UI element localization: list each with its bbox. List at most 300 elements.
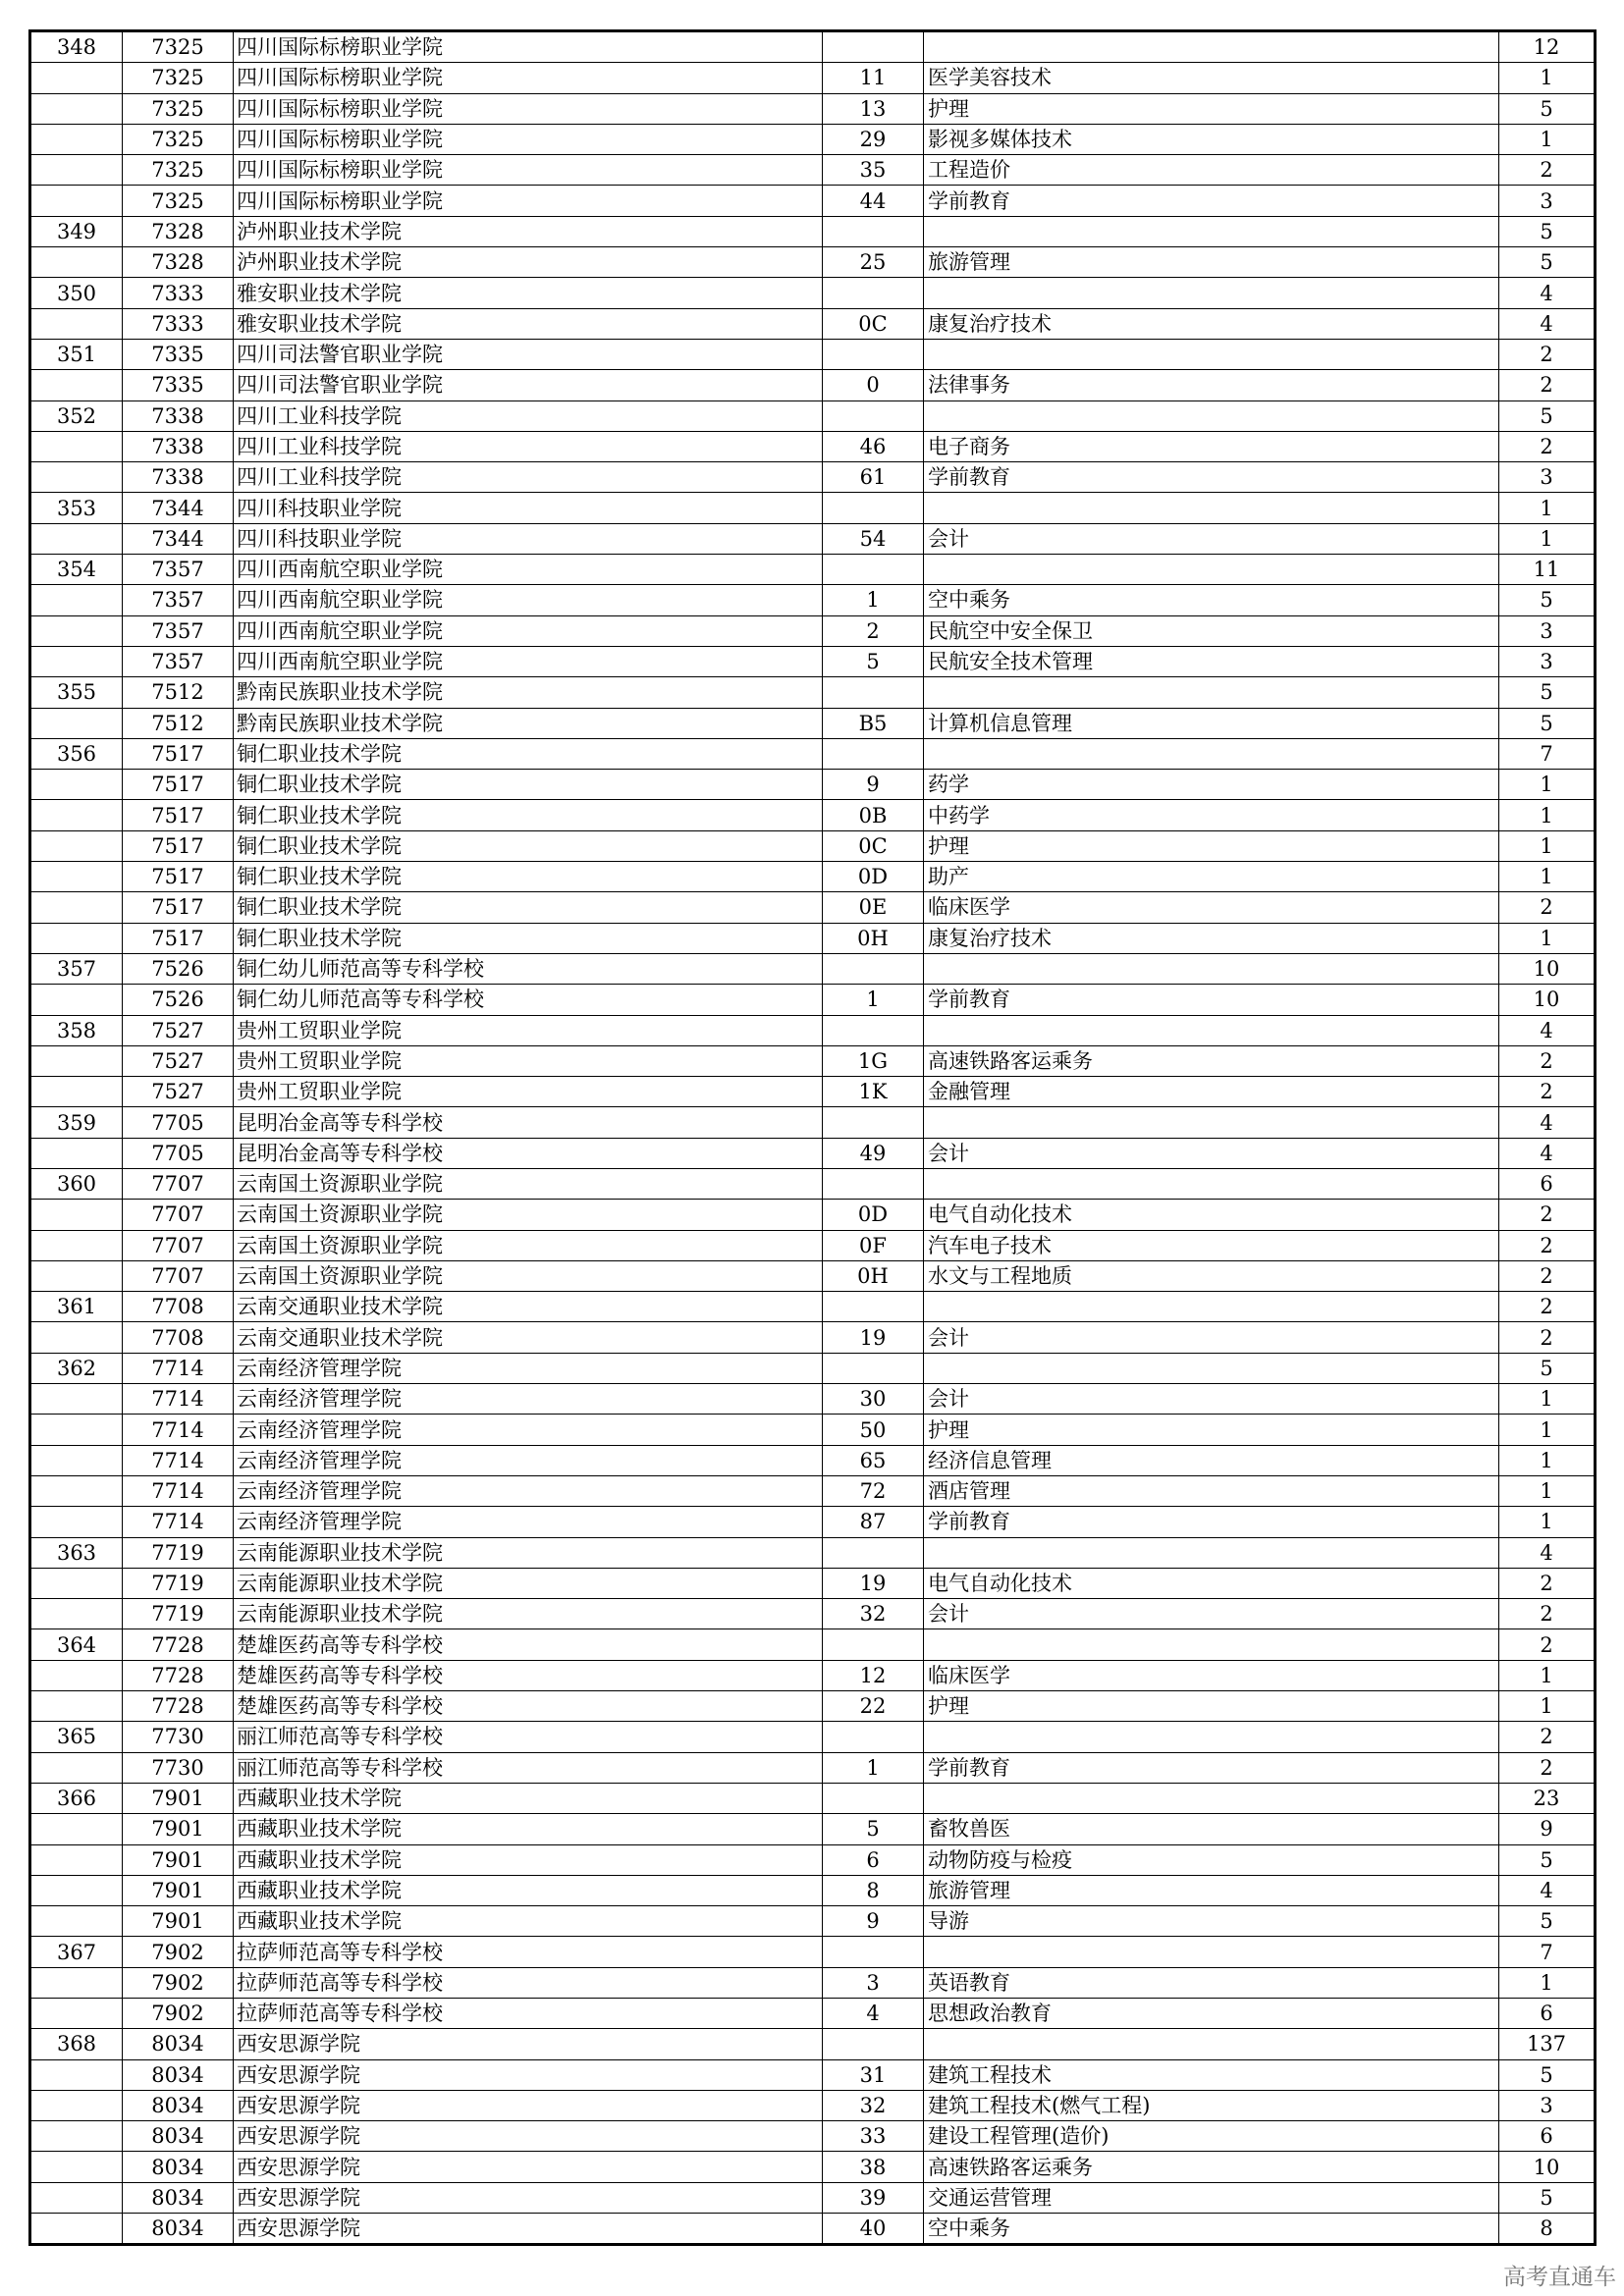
plan-count-cell: 3 [1499,186,1596,216]
school-code-cell: 7728 [123,1629,234,1660]
table-row [30,615,1596,646]
seq-cell: 367 [30,1937,123,1967]
table-row [30,124,1596,154]
school-name-cell: 四川国际标榜职业学院 [234,31,823,63]
plan-count-cell: 10 [1499,2152,1596,2182]
table-row [30,1814,1596,1844]
table-row [30,1783,1596,1813]
school-code-cell: 7730 [123,1722,234,1752]
major-name-cell: 临床医学 [924,892,1499,923]
major-code-cell: 44 [823,186,924,216]
school-code-cell: 7707 [123,1168,234,1199]
plan-count-cell: 11 [1499,555,1596,585]
major-name-cell [924,953,1499,984]
school-name-cell: 西藏职业技术学院 [234,1814,823,1844]
school-name-cell: 四川司法警官职业学院 [234,339,823,369]
school-name-cell: 四川科技职业学院 [234,493,823,523]
plan-count-cell: 1 [1499,1967,1596,1998]
table-row [30,2214,1596,2245]
major-name-cell: 空中乘务 [924,2214,1499,2245]
major-code-cell: 32 [823,2090,924,2120]
major-code-cell: 5 [823,646,924,676]
plan-count-cell: 5 [1499,2182,1596,2213]
major-name-cell [924,339,1499,369]
major-code-cell [823,677,924,708]
major-name-cell: 助产 [924,862,1499,892]
school-name-cell: 铜仁幼儿师范高等专科学校 [234,985,823,1015]
school-code-cell: 7357 [123,615,234,646]
school-name-cell: 云南经济管理学院 [234,1507,823,1537]
school-name-cell: 云南经济管理学院 [234,1384,823,1415]
plan-count-cell: 2 [1499,370,1596,400]
major-name-cell: 康复治疗技术 [924,308,1499,339]
major-code-cell [823,31,924,63]
school-name-cell: 贵州工贸职业学院 [234,1077,823,1107]
seq-cell [30,1599,123,1629]
table-row [30,2121,1596,2152]
school-code-cell: 7512 [123,708,234,738]
seq-cell [30,1045,123,1076]
school-name-cell: 贵州工贸职业学院 [234,1045,823,1076]
major-code-cell [823,493,924,523]
major-code-cell: 1 [823,985,924,1015]
seq-cell: 366 [30,1783,123,1813]
table-row [30,1322,1596,1353]
table-row [30,953,1596,984]
school-code-cell: 7707 [123,1230,234,1260]
plan-count-cell: 4 [1499,1875,1596,1905]
table-row [30,677,1596,708]
seq-cell [30,646,123,676]
seq-cell [30,1200,123,1230]
major-code-cell: 46 [823,431,924,461]
table-row [30,63,1596,93]
major-code-cell [823,1292,924,1322]
major-code-cell: 0D [823,1200,924,1230]
plan-count-cell: 137 [1499,2029,1596,2059]
seq-cell [30,2090,123,2120]
school-name-cell: 四川国际标榜职业学院 [234,124,823,154]
school-code-cell: 8034 [123,2152,234,2182]
major-code-cell: 38 [823,2152,924,2182]
school-name-cell: 昆明冶金高等专科学校 [234,1107,823,1138]
major-code-cell: 0 [823,370,924,400]
table-row [30,1906,1596,1937]
school-code-cell: 7357 [123,585,234,615]
major-code-cell: 6 [823,1844,924,1875]
seq-cell [30,862,123,892]
school-code-cell: 7325 [123,93,234,124]
school-code-cell: 8034 [123,2059,234,2090]
school-code-cell: 7517 [123,800,234,830]
seq-cell: 361 [30,1292,123,1322]
seq-cell [30,1875,123,1905]
major-code-cell: 32 [823,1599,924,1629]
table-row [30,892,1596,923]
school-code-cell: 7338 [123,400,234,431]
major-code-cell: 50 [823,1415,924,1445]
school-code-cell: 7344 [123,493,234,523]
seq-cell: 353 [30,493,123,523]
plan-count-cell: 2 [1499,1722,1596,1752]
school-name-cell: 云南能源职业技术学院 [234,1599,823,1629]
seq-cell [30,2214,123,2245]
plan-count-cell: 1 [1499,862,1596,892]
school-name-cell: 云南国土资源职业学院 [234,1168,823,1199]
school-code-cell: 7901 [123,1906,234,1937]
plan-count-cell: 2 [1499,339,1596,369]
school-name-cell: 云南国土资源职业学院 [234,1230,823,1260]
school-code-cell: 7335 [123,370,234,400]
table-row [30,1292,1596,1322]
school-name-cell: 西藏职业技术学院 [234,1875,823,1905]
table-row [30,2090,1596,2120]
plan-count-cell: 2 [1499,1200,1596,1230]
table-row [30,1475,1596,1506]
plan-count-cell: 5 [1499,93,1596,124]
seq-cell [30,1691,123,1722]
major-code-cell: 54 [823,523,924,554]
school-code-cell: 7705 [123,1107,234,1138]
plan-count-cell: 4 [1499,1107,1596,1138]
school-name-cell: 拉萨师范高等专科学校 [234,1999,823,2029]
table-row [30,1353,1596,1383]
table-row [30,370,1596,400]
major-name-cell: 空中乘务 [924,585,1499,615]
school-code-cell: 7357 [123,646,234,676]
major-code-cell [823,1015,924,1045]
major-name-cell: 交通运营管理 [924,2182,1499,2213]
seq-cell [30,1322,123,1353]
seq-cell: 365 [30,1722,123,1752]
school-name-cell: 四川工业科技学院 [234,462,823,493]
school-name-cell: 雅安职业技术学院 [234,278,823,308]
table-row [30,1168,1596,1199]
plan-count-cell: 2 [1499,1077,1596,1107]
table-row [30,1445,1596,1475]
school-name-cell: 铜仁职业技术学院 [234,830,823,861]
school-name-cell: 铜仁职业技术学院 [234,738,823,769]
school-code-cell: 7705 [123,1138,234,1168]
school-code-cell: 7719 [123,1537,234,1568]
school-code-cell: 7357 [123,555,234,585]
major-name-cell [924,1722,1499,1752]
major-code-cell: 49 [823,1138,924,1168]
major-name-cell [924,493,1499,523]
major-name-cell [924,1537,1499,1568]
table-row [30,278,1596,308]
major-code-cell: 4 [823,1999,924,2029]
school-code-cell: 7707 [123,1200,234,1230]
plan-count-cell: 2 [1499,1629,1596,1660]
table-row [30,1967,1596,1998]
major-name-cell [924,31,1499,63]
school-code-cell: 7328 [123,247,234,278]
seq-cell: 359 [30,1107,123,1138]
school-name-cell: 西安思源学院 [234,2029,823,2059]
plan-count-cell: 9 [1499,1814,1596,1844]
seq-cell [30,370,123,400]
school-name-cell: 丽江师范高等专科学校 [234,1752,823,1783]
plan-count-cell: 1 [1499,1384,1596,1415]
table-row [30,738,1596,769]
major-code-cell: 31 [823,2059,924,2090]
table-row [30,2029,1596,2059]
major-name-cell: 畜牧兽医 [924,1814,1499,1844]
plan-count-cell: 1 [1499,124,1596,154]
major-name-cell: 电气自动化技术 [924,1568,1499,1598]
major-code-cell: 0D [823,862,924,892]
plan-count-cell: 4 [1499,1015,1596,1045]
school-code-cell: 7714 [123,1353,234,1383]
school-code-cell: 7714 [123,1415,234,1445]
school-name-cell: 铜仁幼儿师范高等专科学校 [234,953,823,984]
seq-cell [30,1260,123,1291]
major-code-cell: 8 [823,1875,924,1905]
plan-count-cell: 2 [1499,431,1596,461]
school-name-cell: 西安思源学院 [234,2214,823,2245]
major-name-cell: 法律事务 [924,370,1499,400]
school-code-cell: 7708 [123,1322,234,1353]
major-code-cell: 87 [823,1507,924,1537]
school-code-cell: 7719 [123,1568,234,1598]
school-code-cell: 7333 [123,308,234,339]
major-code-cell [823,2029,924,2059]
plan-count-cell: 3 [1499,615,1596,646]
seq-cell [30,1568,123,1598]
school-name-cell: 云南国土资源职业学院 [234,1200,823,1230]
school-code-cell: 7338 [123,431,234,461]
table-row [30,1045,1596,1076]
major-code-cell: 30 [823,1384,924,1415]
major-code-cell: 11 [823,63,924,93]
plan-count-cell: 5 [1499,400,1596,431]
school-code-cell: 7707 [123,1260,234,1291]
major-code-cell: 0F [823,1230,924,1260]
table-row [30,708,1596,738]
seq-cell: 348 [30,31,123,63]
major-code-cell [823,216,924,246]
seq-cell [30,1507,123,1537]
plan-count-cell: 1 [1499,1415,1596,1445]
major-code-cell [823,1783,924,1813]
seq-cell [30,124,123,154]
major-name-cell: 会计 [924,1138,1499,1168]
major-name-cell: 会计 [924,1599,1499,1629]
school-name-cell: 泸州职业技术学院 [234,216,823,246]
school-name-cell: 楚雄医药高等专科学校 [234,1629,823,1660]
major-code-cell: 72 [823,1475,924,1506]
major-name-cell [924,738,1499,769]
school-code-cell: 8034 [123,2121,234,2152]
table-row [30,1937,1596,1967]
major-code-cell: 40 [823,2214,924,2245]
seq-cell [30,800,123,830]
plan-count-cell: 1 [1499,800,1596,830]
table-row [30,1722,1596,1752]
major-code-cell: 3 [823,1967,924,1998]
major-code-cell: B5 [823,708,924,738]
table-row [30,1415,1596,1445]
major-code-cell: 1 [823,585,924,615]
plan-count-cell: 10 [1499,953,1596,984]
plan-count-cell: 4 [1499,1537,1596,1568]
school-code-cell: 7526 [123,953,234,984]
school-name-cell: 西藏职业技术学院 [234,1844,823,1875]
school-name-cell: 西安思源学院 [234,2121,823,2152]
seq-cell [30,308,123,339]
school-name-cell: 西安思源学院 [234,2152,823,2182]
major-code-cell [823,1537,924,1568]
plan-count-cell: 1 [1499,1445,1596,1475]
plan-count-cell: 2 [1499,892,1596,923]
table-row [30,1599,1596,1629]
plan-count-cell: 2 [1499,1568,1596,1598]
table-row [30,1568,1596,1598]
school-code-cell: 7325 [123,155,234,186]
seq-cell [30,1814,123,1844]
plan-count-cell: 1 [1499,523,1596,554]
major-name-cell: 学前教育 [924,1752,1499,1783]
seq-cell [30,1906,123,1937]
major-name-cell: 计算机信息管理 [924,708,1499,738]
seq-cell [30,1967,123,1998]
major-name-cell: 建筑工程技术 [924,2059,1499,2090]
table-row [30,923,1596,953]
school-code-cell: 7901 [123,1814,234,1844]
major-name-cell [924,1629,1499,1660]
major-name-cell: 动物防疫与检疫 [924,1844,1499,1875]
major-code-cell [823,1722,924,1752]
seq-cell [30,585,123,615]
plan-count-cell: 1 [1499,923,1596,953]
school-name-cell: 四川西南航空职业学院 [234,615,823,646]
plan-count-cell: 5 [1499,677,1596,708]
major-name-cell: 旅游管理 [924,1875,1499,1905]
seq-cell: 349 [30,216,123,246]
school-code-cell: 8034 [123,2029,234,2059]
school-code-cell: 7714 [123,1507,234,1537]
table-body [30,31,1596,2245]
plan-count-cell: 5 [1499,2059,1596,2090]
school-code-cell: 8034 [123,2182,234,2213]
major-name-cell: 护理 [924,830,1499,861]
plan-count-cell: 2 [1499,1752,1596,1783]
plan-count-cell: 6 [1499,1168,1596,1199]
school-name-cell: 云南经济管理学院 [234,1445,823,1475]
plan-count-cell: 8 [1499,2214,1596,2245]
major-code-cell [823,1107,924,1138]
school-code-cell: 7527 [123,1077,234,1107]
plan-count-cell: 4 [1499,308,1596,339]
major-code-cell: 61 [823,462,924,493]
school-code-cell: 7730 [123,1752,234,1783]
table-row [30,585,1596,615]
school-name-cell: 四川国际标榜职业学院 [234,186,823,216]
seq-cell [30,892,123,923]
plan-count-cell: 2 [1499,155,1596,186]
plan-count-cell: 4 [1499,278,1596,308]
major-name-cell: 会计 [924,523,1499,554]
major-name-cell: 医学美容技术 [924,63,1499,93]
school-code-cell: 7728 [123,1660,234,1690]
table-row [30,1015,1596,1045]
table-row [30,186,1596,216]
seq-cell: 364 [30,1629,123,1660]
table-row [30,1384,1596,1415]
major-code-cell: 25 [823,247,924,278]
table-row [30,2182,1596,2213]
plan-count-cell: 7 [1499,738,1596,769]
seq-cell [30,2152,123,2182]
seq-cell [30,2121,123,2152]
table-row [30,523,1596,554]
major-code-cell: 1K [823,1077,924,1107]
school-code-cell: 7527 [123,1045,234,1076]
table-row [30,1260,1596,1291]
enrollment-plan-table [28,29,1597,2246]
school-code-cell: 7325 [123,186,234,216]
school-code-cell: 7901 [123,1875,234,1905]
school-code-cell: 7512 [123,677,234,708]
school-code-cell: 7517 [123,892,234,923]
school-code-cell: 7901 [123,1844,234,1875]
school-code-cell: 7517 [123,923,234,953]
school-name-cell: 四川司法警官职业学院 [234,370,823,400]
seq-cell [30,93,123,124]
school-code-cell: 7714 [123,1384,234,1415]
school-code-cell: 8034 [123,2090,234,2120]
school-name-cell: 四川西南航空职业学院 [234,585,823,615]
table-row [30,216,1596,246]
school-name-cell: 四川西南航空职业学院 [234,555,823,585]
school-code-cell: 7338 [123,462,234,493]
school-name-cell: 云南经济管理学院 [234,1353,823,1383]
table-row [30,1138,1596,1168]
school-name-cell: 铜仁职业技术学院 [234,800,823,830]
seq-cell [30,247,123,278]
major-name-cell: 药学 [924,770,1499,800]
major-name-cell: 会计 [924,1384,1499,1415]
school-name-cell: 西安思源学院 [234,2059,823,2090]
school-code-cell: 7714 [123,1475,234,1506]
seq-cell: 356 [30,738,123,769]
major-code-cell: 13 [823,93,924,124]
table-row [30,493,1596,523]
seq-cell [30,1138,123,1168]
school-name-cell: 泸州职业技术学院 [234,247,823,278]
seq-cell [30,462,123,493]
table-row [30,1077,1596,1107]
table-row [30,1660,1596,1690]
school-name-cell: 云南交通职业技术学院 [234,1322,823,1353]
plan-count-cell: 5 [1499,1844,1596,1875]
plan-count-cell: 5 [1499,585,1596,615]
major-code-cell: 2 [823,615,924,646]
major-code-cell [823,1168,924,1199]
major-code-cell: 0H [823,1260,924,1291]
plan-count-cell: 5 [1499,216,1596,246]
major-name-cell: 水文与工程地质 [924,1260,1499,1291]
school-name-cell: 铜仁职业技术学院 [234,923,823,953]
school-name-cell: 黔南民族职业技术学院 [234,708,823,738]
school-name-cell: 铜仁职业技术学院 [234,862,823,892]
major-name-cell [924,216,1499,246]
school-name-cell: 云南能源职业技术学院 [234,1568,823,1598]
major-code-cell: 0E [823,892,924,923]
plan-count-cell: 6 [1499,1999,1596,2029]
seq-cell [30,186,123,216]
